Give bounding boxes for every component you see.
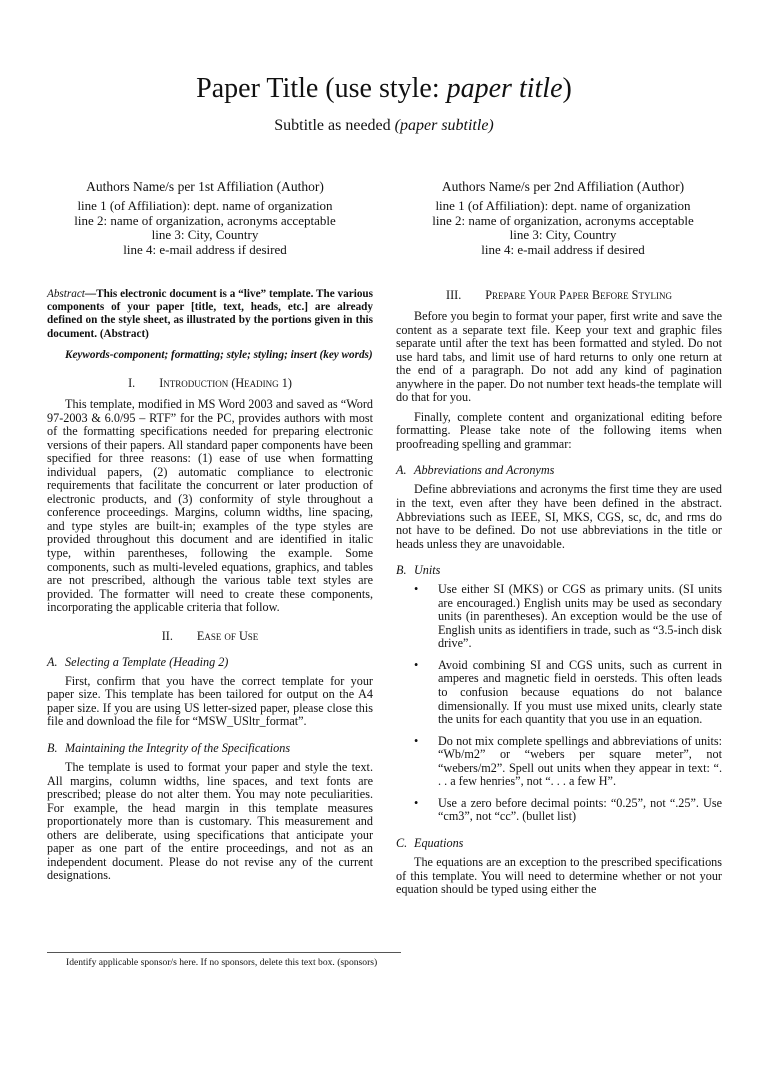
- affiliation-line: line 1 (of Affiliation): dept. name of organization: [435, 197, 691, 213]
- title-end-text: ): [562, 73, 572, 104]
- bullet-item: [396, 735, 722, 789]
- paragraph: The template is used to format your paper and style the text. All margins, column widths, line spaces, and text fonts are prescribed; please do not alter them. You may note peculiarities. For example, the head margin in this template measures proportionately more than is customary. This measurement and others are deliberate, using specifications that anticipate your paper as one part of the entire proceedings, and not as an independent document. Please do not revise any of the current designations.: [47, 759, 373, 883]
- affiliation-line: line 1 (of Affiliation): dept. name of organization: [77, 197, 333, 213]
- paragraph: Define abbreviations and acronyms the first time they are used in the text, even after they have been defined in the abstract. Abbreviations such as IEEE, SI, MKS, CGS, sc, dc, and rms do not have to be defined. Do not use abbreviations in the title or heads unless they are unavoidable.: [396, 482, 722, 551]
- paper-title: [0, 72, 768, 106]
- bullet-text: Do not mix complete spellings and abbreviations of units: “Wb/m2” or “webers per square meter”, not “webers/m2”. Spell out units when they appear in text: “. . . a few henries”, not “. . . a few H”.: [438, 733, 722, 789]
- abstract-lead: Abstract: [47, 288, 85, 300]
- heading-title: Prepare Your Paper Before Styling: [485, 288, 672, 302]
- paragraph: Before you begin to format your paper, first write and save the content as a separate text file. Keep your text and graphic files separate until after the text has been formatted and styled. Do not use hard tabs, and limit use of hard returns to only one return at the end of a paragraph. Do not add any kind of pagination anywhere in the paper. Do not number text heads-the template will do that for you.: [396, 309, 722, 405]
- author-name: Authors Name/s per 2nd Affiliation (Author): [441, 179, 685, 194]
- right-column: [396, 288, 722, 903]
- bullet-text: Use either SI (MKS) or CGS as primary units. (SI units are encouraged.) English units may be used as secondary units (in parentheses). An exception would be the use of English units as identifiers in trade, such as “3.5-inch disk drive”.: [438, 582, 722, 651]
- abstract: [47, 288, 373, 341]
- sponsor-footnote: Identify applicable sponsor/s here. If no sponsors, delete this text box. (sponsors): [66, 957, 378, 968]
- affiliation-line: line 4: e-mail address if desired: [123, 242, 287, 258]
- heading-title: Ease of Use: [196, 628, 259, 643]
- subheading-title: Units: [414, 563, 441, 578]
- bullet-item: [396, 659, 722, 727]
- bullet-dot-icon: •: [414, 795, 419, 810]
- units-bullet-list: [396, 583, 722, 824]
- heading-number: III.: [446, 288, 462, 302]
- affiliation-line: line 2: name of organization, acronyms acceptable: [74, 212, 336, 228]
- subheading-title: Abbreviations and Acronyms: [414, 463, 555, 478]
- author-block-1: [40, 180, 370, 258]
- abstract-text: —This electronic document is a “live” template. The various components of your paper [title, text, heads, etc.] are already defined on the style sheet, as illustrated by the portions given in this document. (Abstract): [47, 288, 373, 340]
- subheading-title: Equations: [414, 835, 464, 850]
- left-column: [47, 288, 373, 889]
- footnote-divider: [47, 952, 401, 953]
- heading-introduction: [47, 376, 373, 390]
- subheading-number: A.: [396, 463, 407, 478]
- author-block-2: [398, 180, 728, 258]
- subheading-selecting-template: [47, 655, 373, 669]
- bullet-dot-icon: •: [414, 657, 419, 672]
- bullet-text: Use a zero before decimal points: “0.25”, not “.25”. Use “cm3”, not “cc”. (bullet list): [438, 795, 722, 824]
- affiliation-line: line 3: City, Country: [509, 227, 617, 243]
- subheading-number: C.: [396, 835, 408, 850]
- subtitle-italic-text: (paper subtitle): [394, 117, 494, 134]
- affiliation-line: line 3: City, Country: [151, 227, 259, 243]
- subheading-title: Selecting a Template (Heading 2): [65, 654, 229, 669]
- affiliation-line: line 4: e-mail address if desired: [481, 242, 645, 258]
- subheading-equations: [396, 836, 722, 850]
- subheading-number: B.: [396, 563, 407, 578]
- subheading-number: A.: [47, 654, 58, 669]
- paragraph: Finally, complete content and organizational editing before formatting. Please take note of the following items when proofreading spelling and grammar:: [396, 409, 722, 451]
- heading-prepare-paper: [396, 288, 722, 302]
- paragraph: First, confirm that you have the correct template for your paper size. This template has been tailored for output on the A4 paper size. If you are using US letter-sized paper, please close this file and download the file for “MSW_USltr_format”.: [47, 673, 373, 729]
- bullet-item: [396, 583, 722, 651]
- subheading-number: B.: [47, 740, 58, 755]
- subheading-title: Maintaining the Integrity of the Specifications: [65, 740, 291, 755]
- heading-number: I.: [128, 376, 136, 391]
- paper-subtitle: [0, 116, 768, 136]
- subheading-abbreviations: [396, 463, 722, 477]
- heading-ease-of-use: [47, 629, 373, 643]
- subheading-integrity: [47, 741, 373, 755]
- bullet-text: Avoid combining SI and CGS units, such as current in amperes and magnetic field in oersteds. This often leads to confusion because equations do not balance dimensionally. If you must use mixed units, clearly state the units for each quantity that you use in an equation.: [438, 657, 722, 727]
- title-text: Paper Title (use style:: [196, 73, 447, 104]
- bullet-dot-icon: •: [414, 733, 419, 748]
- paragraph: This template, modified in MS Word 2003 and saved as “Word 97-2003 & 6.0/95 – RTF” for the PC, provides authors with most of the formatting specifications needed for preparing electronic versions of their papers. All standard paper components have been specified for three reasons: (1) ease of use when formatting individual papers, (2) automatic compliance to electronic requirements that facilitate the concurrent or later production of electronic products, and (3) conformity of style throughout a conference proceedings. Margins, column widths, line spacing, and type styles are built-in; examples of the type styles are provided throughout this document and are identified in italic type, within parentheses, following the example. Some components, such as multi-leveled equations, graphics, and tables are not prescribed, although the various table text styles are provided. The formatter will need to create these components, incorporating the applicable criteria that follow.: [47, 397, 373, 615]
- affiliation-line: line 2: name of organization, acronyms acceptable: [432, 212, 694, 228]
- subtitle-text: Subtitle as needed: [274, 117, 395, 134]
- author-name: Authors Name/s per 1st Affiliation (Author): [86, 179, 324, 194]
- title-italic-text: paper title: [446, 73, 563, 104]
- bullet-item: [396, 797, 722, 824]
- heading-number: II.: [161, 628, 173, 643]
- keywords: Keywords-component; formatting; style; styling; insert (key words): [65, 348, 373, 361]
- bullet-dot-icon: •: [414, 582, 419, 597]
- paragraph: The equations are an exception to the prescribed specifications of this template. You will need to determine whether or not your equation should be typed using either the: [396, 854, 722, 897]
- subheading-units: [396, 563, 722, 577]
- heading-title: Introduction (Heading 1): [159, 376, 292, 391]
